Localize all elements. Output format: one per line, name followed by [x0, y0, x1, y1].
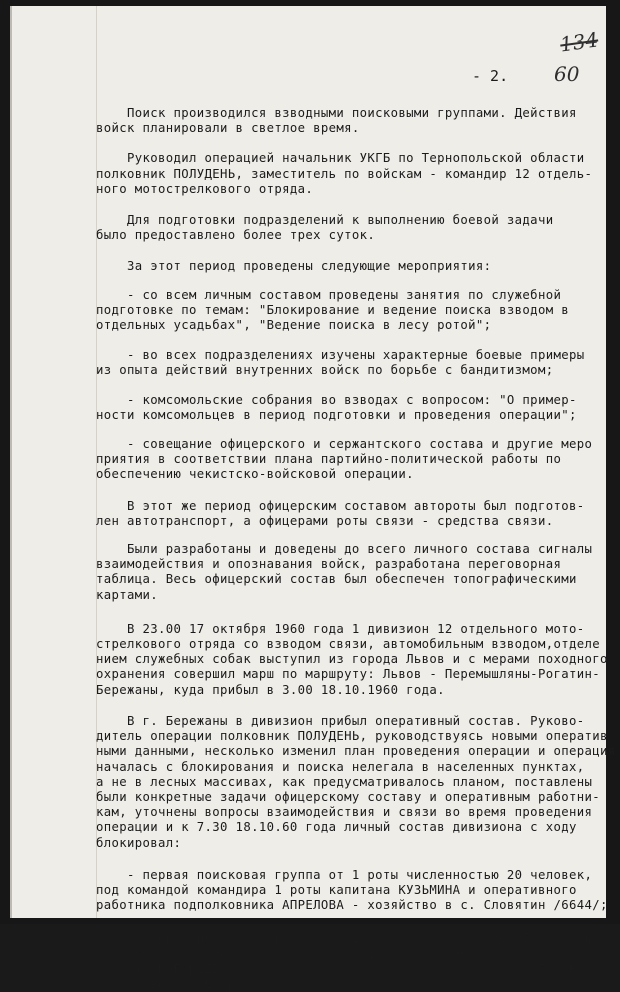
text-line: таблица. Весь офицерский состав был обеспечен топографическими — [96, 572, 577, 587]
text-line: кам, уточнены вопросы взаимодействия и связи во время проведения — [96, 805, 593, 820]
text-line: обеспечению чекистско-войсковой операции. — [96, 467, 414, 482]
text-line: блокировал: — [96, 835, 182, 850]
text-line: охранения совершил марш по маршруту: Львов - Перемышляны-Рогатин- — [96, 667, 600, 682]
text-line: - во всех подразделениях изучены характерные боевые примеры — [96, 348, 585, 363]
text-line: В этот же период офицерским составом автороты был подготов- — [96, 498, 585, 513]
paragraph — [96, 713, 616, 851]
text-line: - комсомольские собрания во взводах с вопросом: "О пример- — [96, 392, 577, 407]
text-line: операции и к 7.30 18.10.60 года личный состав дивизиона с ходу — [96, 820, 577, 835]
text-line: под командой заместителя командира 1 роты по политчасти ст.лей- — [96, 946, 585, 961]
paragraph — [96, 213, 606, 243]
archive-number: 60 — [554, 62, 580, 86]
text-line: Руководил операцией начальник УКГБ по Тернопольской области — [96, 151, 585, 166]
text-line: началась с блокирования и поиска нелегала в населенных пунктах, — [96, 759, 585, 774]
paragraph — [96, 931, 606, 992]
text-line: ными данными, несколько изменил план проведения операции и операция — [96, 744, 616, 759]
text-line: нием служебных собак выступил из города Львов и с мерами походного — [96, 652, 608, 667]
page-number: - 2. — [472, 67, 509, 85]
text-line: из опыта действий внутренних войск по борьбе с бандитизмом; — [96, 363, 554, 378]
text-line: картами. — [96, 587, 159, 602]
text-line: взаимодействия и опознавания войск, разработана переговорная — [96, 557, 562, 572]
archive-number-struck: 134 — [558, 27, 600, 57]
text-line: - со всем личным составом проведены занятия по служебной — [96, 287, 562, 302]
document-body — [96, 91, 616, 992]
text-line: Поиск производился взводными поисковыми группами. Действия — [96, 106, 577, 120]
text-line: - первая поисковая группа от 1 роты численностью 20 человек, — [96, 867, 593, 882]
text-line: - вторая поисковая группа от 1 роты, в количестве 15 человек — [96, 931, 593, 946]
paragraph — [96, 288, 606, 334]
paragraph — [96, 622, 606, 698]
text-line: лен автотранспорт, а офицерами роты связи - средства связи. — [96, 513, 554, 528]
text-line: В г. Бережаны в дивизион прибыл оперативный состав. Руково- — [96, 713, 585, 728]
text-line: Бережаны, куда прибыл в 3.00 18.10.1960 года. — [96, 682, 445, 697]
text-line: В 23.00 17 октября 1960 года 1 дивизион 12 отдельного мото- — [96, 621, 585, 636]
text-line: ности комсомольцев в период подготовки и проведения операции"; — [96, 407, 577, 422]
text-line: отдельных усадьбах", "Ведение поиска в лесу ротой"; — [96, 318, 492, 333]
paragraph — [96, 393, 606, 423]
text-line: ного мотострелкового отряда. — [96, 181, 314, 196]
paragraph — [96, 151, 606, 197]
text-line: тенанта НАГАЙЦЕВА и оперативного работника подполковника ГУСАК — [96, 961, 577, 976]
text-line: было предоставлено более трех суток. — [96, 228, 376, 243]
text-line: войск планировали в светлое время. — [96, 121, 360, 136]
text-line: стрелкового отряда со взводом связи, автомобильным взводом,отделе — [96, 637, 600, 652]
paragraph — [96, 868, 606, 914]
text-line: под командой командира 1 роты капитана КУЗЬМИНА и оперативного — [96, 882, 577, 897]
text-line: приятия в соответствии плана партийно-политической работы по — [96, 452, 562, 467]
text-line: полковник ПОЛУДЕНЬ, заместитель по войскам - командир 12 отдель- — [96, 166, 593, 181]
paragraph — [96, 106, 606, 136]
paragraph — [96, 348, 606, 378]
text-line: подготовке по темам: "Блокирование и ведение поиска взводом в — [96, 302, 569, 317]
paragraph — [96, 499, 606, 529]
paragraph — [96, 542, 606, 603]
text-line: а не в лесных массивах, как предусматривалось планом, поставлены — [96, 774, 593, 789]
text-line: хозяйство в с.Дуброва; — [96, 976, 267, 991]
text-line: За этот период проведены следующие мероприятия: — [96, 259, 492, 274]
text-line: - совещание офицерского и сержантского состава и другие меро — [96, 437, 593, 452]
paragraph — [96, 437, 606, 483]
text-line: работника подполковника АПРЕЛОВА - хозяйство в с. Словятин /6644/; — [96, 898, 608, 913]
text-line: дитель операции полковник ПОЛУДЕНЬ, руководствуясь новыми оператив — [96, 729, 608, 744]
text-line: Были разработаны и доведены до всего личного состава сигналы — [96, 542, 593, 557]
text-line: были конкретные задачи офицерскому составу и оперативным работни- — [96, 789, 600, 804]
paragraph — [96, 259, 606, 274]
text-line: Для подготовки подразделений к выполнению боевой задачи — [96, 213, 554, 228]
